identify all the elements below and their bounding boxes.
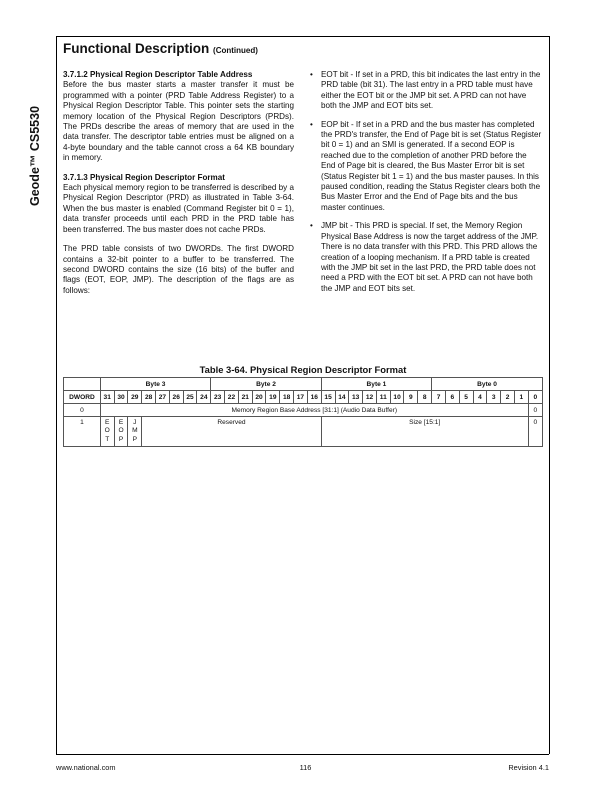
eot-flag-cell <box>100 417 114 447</box>
bit-header: 30 <box>114 391 128 404</box>
prd-format-table <box>63 377 543 447</box>
bit-header: 25 <box>183 391 197 404</box>
bit-header: 1 <box>514 391 528 404</box>
table-bit-header-row <box>64 391 543 404</box>
bit-header: 23 <box>211 391 225 404</box>
bit-header: 4 <box>473 391 487 404</box>
bit-header: 22 <box>225 391 239 404</box>
bit-header: 9 <box>404 391 418 404</box>
bullet-eot: • EOT bit - If set in a PRD, this bit indicates the last entry in the PRD table (bit 31). The last entry in a PRD table must have either the EOT bit or the JMP bit set. A PRD can not have both the JMP and EOT bits set. <box>310 70 542 112</box>
base-address-field: Memory Region Base Address [31:1] (Audio Data Buffer) <box>100 404 528 417</box>
byte1-header: Byte 1 <box>321 378 431 391</box>
paragraph-prd-dwords: The PRD table consists of two DWORDs. The first DWORD contains a 32-bit pointer to a buffer to be transferred. The second DWORD contains the size (16 bits) of the buffer and flags (EOT, EOP, JMP). The description of the flags are as follows: <box>63 244 294 295</box>
bit-header: 27 <box>156 391 170 404</box>
bit-header: 29 <box>128 391 142 404</box>
byte0-header: Byte 0 <box>432 378 543 391</box>
jmp-letter: P <box>132 435 138 443</box>
bit-header: 15 <box>321 391 335 404</box>
bit-header: 11 <box>376 391 390 404</box>
eop-letter: E <box>118 419 124 426</box>
heading-prd-format: 3.7.1.3 Physical Region Descriptor Format <box>63 172 225 182</box>
byte3-header: Byte 3 <box>100 378 210 391</box>
bit-header: 14 <box>335 391 349 404</box>
eop-flag-cell <box>114 417 128 447</box>
bit-header: 10 <box>390 391 404 404</box>
section-title <box>63 41 258 56</box>
section-title-suffix: (Continued) <box>213 46 258 55</box>
bit-header: 0 <box>528 391 542 404</box>
table-row-dword1 <box>64 417 543 447</box>
table-row-dword0 <box>64 404 543 417</box>
flag-bullet-list <box>310 70 542 294</box>
bit-header: 7 <box>432 391 446 404</box>
bit-header: 5 <box>459 391 473 404</box>
bit-header: 3 <box>487 391 501 404</box>
section-title-text: Functional Description <box>63 41 210 56</box>
footer-revision: Revision 4.1 <box>508 763 549 772</box>
bit-header: 17 <box>294 391 308 404</box>
left-column <box>63 70 294 305</box>
bit-header: 19 <box>266 391 280 404</box>
bit-header: 20 <box>252 391 266 404</box>
bit-header: 2 <box>501 391 515 404</box>
byte2-header: Byte 2 <box>211 378 321 391</box>
bit-header: 6 <box>445 391 459 404</box>
paragraph-prd-table-address: Before the bus master starts a master transfer it must be programmed with a pointer (PRD Table Address Register) to a Physical Region Descriptor Table. This pointer sets the starting memory location of the Physical Region Descriptors (PRDs). The PRDs describe the areas of memory that are used in the data transfer. The descriptor table entries must be aligned on a 4-byte boundary and the table cannot cross a 64 KB boundary in memory. <box>63 80 294 163</box>
table-corner-cell <box>64 378 101 391</box>
table-caption: Table 3-64. Physical Region Descriptor Format <box>199 364 407 375</box>
dword1-bit0: 0 <box>528 417 542 447</box>
eot-letter: O <box>104 427 110 435</box>
dword0-index: 0 <box>64 404 101 417</box>
bit-header: 21 <box>238 391 252 404</box>
dword0-bit0: 0 <box>528 404 542 417</box>
footer-website: www.national.com <box>56 763 116 772</box>
side-product-label <box>26 36 46 206</box>
dword1-index: 1 <box>64 417 101 447</box>
page-frame-top <box>56 36 549 37</box>
eop-letter: O <box>118 427 124 435</box>
eot-letter: T <box>105 435 110 443</box>
bit-header: 26 <box>169 391 183 404</box>
side-product-label-text: Geode™ CS5530 <box>28 105 42 206</box>
bit-header: 12 <box>363 391 377 404</box>
paragraph-prd-format: Each physical memory region to be transferred is described by a Physical Region Descriptor (PRD) as illustrated in Table 3-64. When the bus master is enabled (Command Register bit 0 = 1), data transfer proceeds until each PRD in the PRD table has been transferred. The bus master does not cache PRDs. <box>63 183 294 234</box>
page-frame-bottom <box>56 754 549 755</box>
jmp-letter: J <box>133 419 137 426</box>
page-frame-right <box>549 36 550 754</box>
jmp-flag-cell <box>128 417 142 447</box>
bit-header: 28 <box>142 391 156 404</box>
bit-header: 8 <box>418 391 432 404</box>
bit-header: 31 <box>100 391 114 404</box>
table-byte-header-row <box>64 378 543 391</box>
jmp-letter: M <box>132 427 138 435</box>
reserved-field: Reserved <box>142 417 321 447</box>
bit-header: 24 <box>197 391 211 404</box>
page-frame-left <box>56 36 57 754</box>
bit-header: 18 <box>280 391 294 404</box>
bit-header: 13 <box>349 391 363 404</box>
eot-letter: E <box>105 419 110 426</box>
bullet-eop: • EOP bit - If set in a PRD and the bus master has completed the PRD's transfer, the End of Page bit is set (Status Register bit 0 = 1) and an SMI is generated. If a second EOP is reached due to the completion of another PRD before the End of Page bit is cleared, the Bus Master Error bit is set (Status Register bit 1 = 1) and the bus master pauses. In this paused condition, reading the Status Register clears both the Bus Master Error and the End of Page bits and the bus master continues. <box>310 120 542 214</box>
eop-letter: P <box>118 435 124 443</box>
bullet-jmp: • JMP bit - This PRD is special. If set, the Memory Region Physical Base Address is now the target address of the JMP. There is no data transfer with this PRD. This PRD allows the creation of a looping mechanism. If a PRD table is created with the JMP bit set in the last PRD, the PRD table does not need a PRD with the EOT bit set. A PRD can not have both the JMP and EOT bits set. <box>310 221 542 294</box>
size-field: Size [15:1] <box>321 417 528 447</box>
heading-prd-table-address: 3.7.1.2 Physical Region Descriptor Table Address <box>63 70 253 79</box>
bit-header: 16 <box>307 391 321 404</box>
right-column <box>310 70 542 302</box>
footer-page-number: 116 <box>299 763 312 772</box>
dword-header: DWORD <box>64 391 101 404</box>
